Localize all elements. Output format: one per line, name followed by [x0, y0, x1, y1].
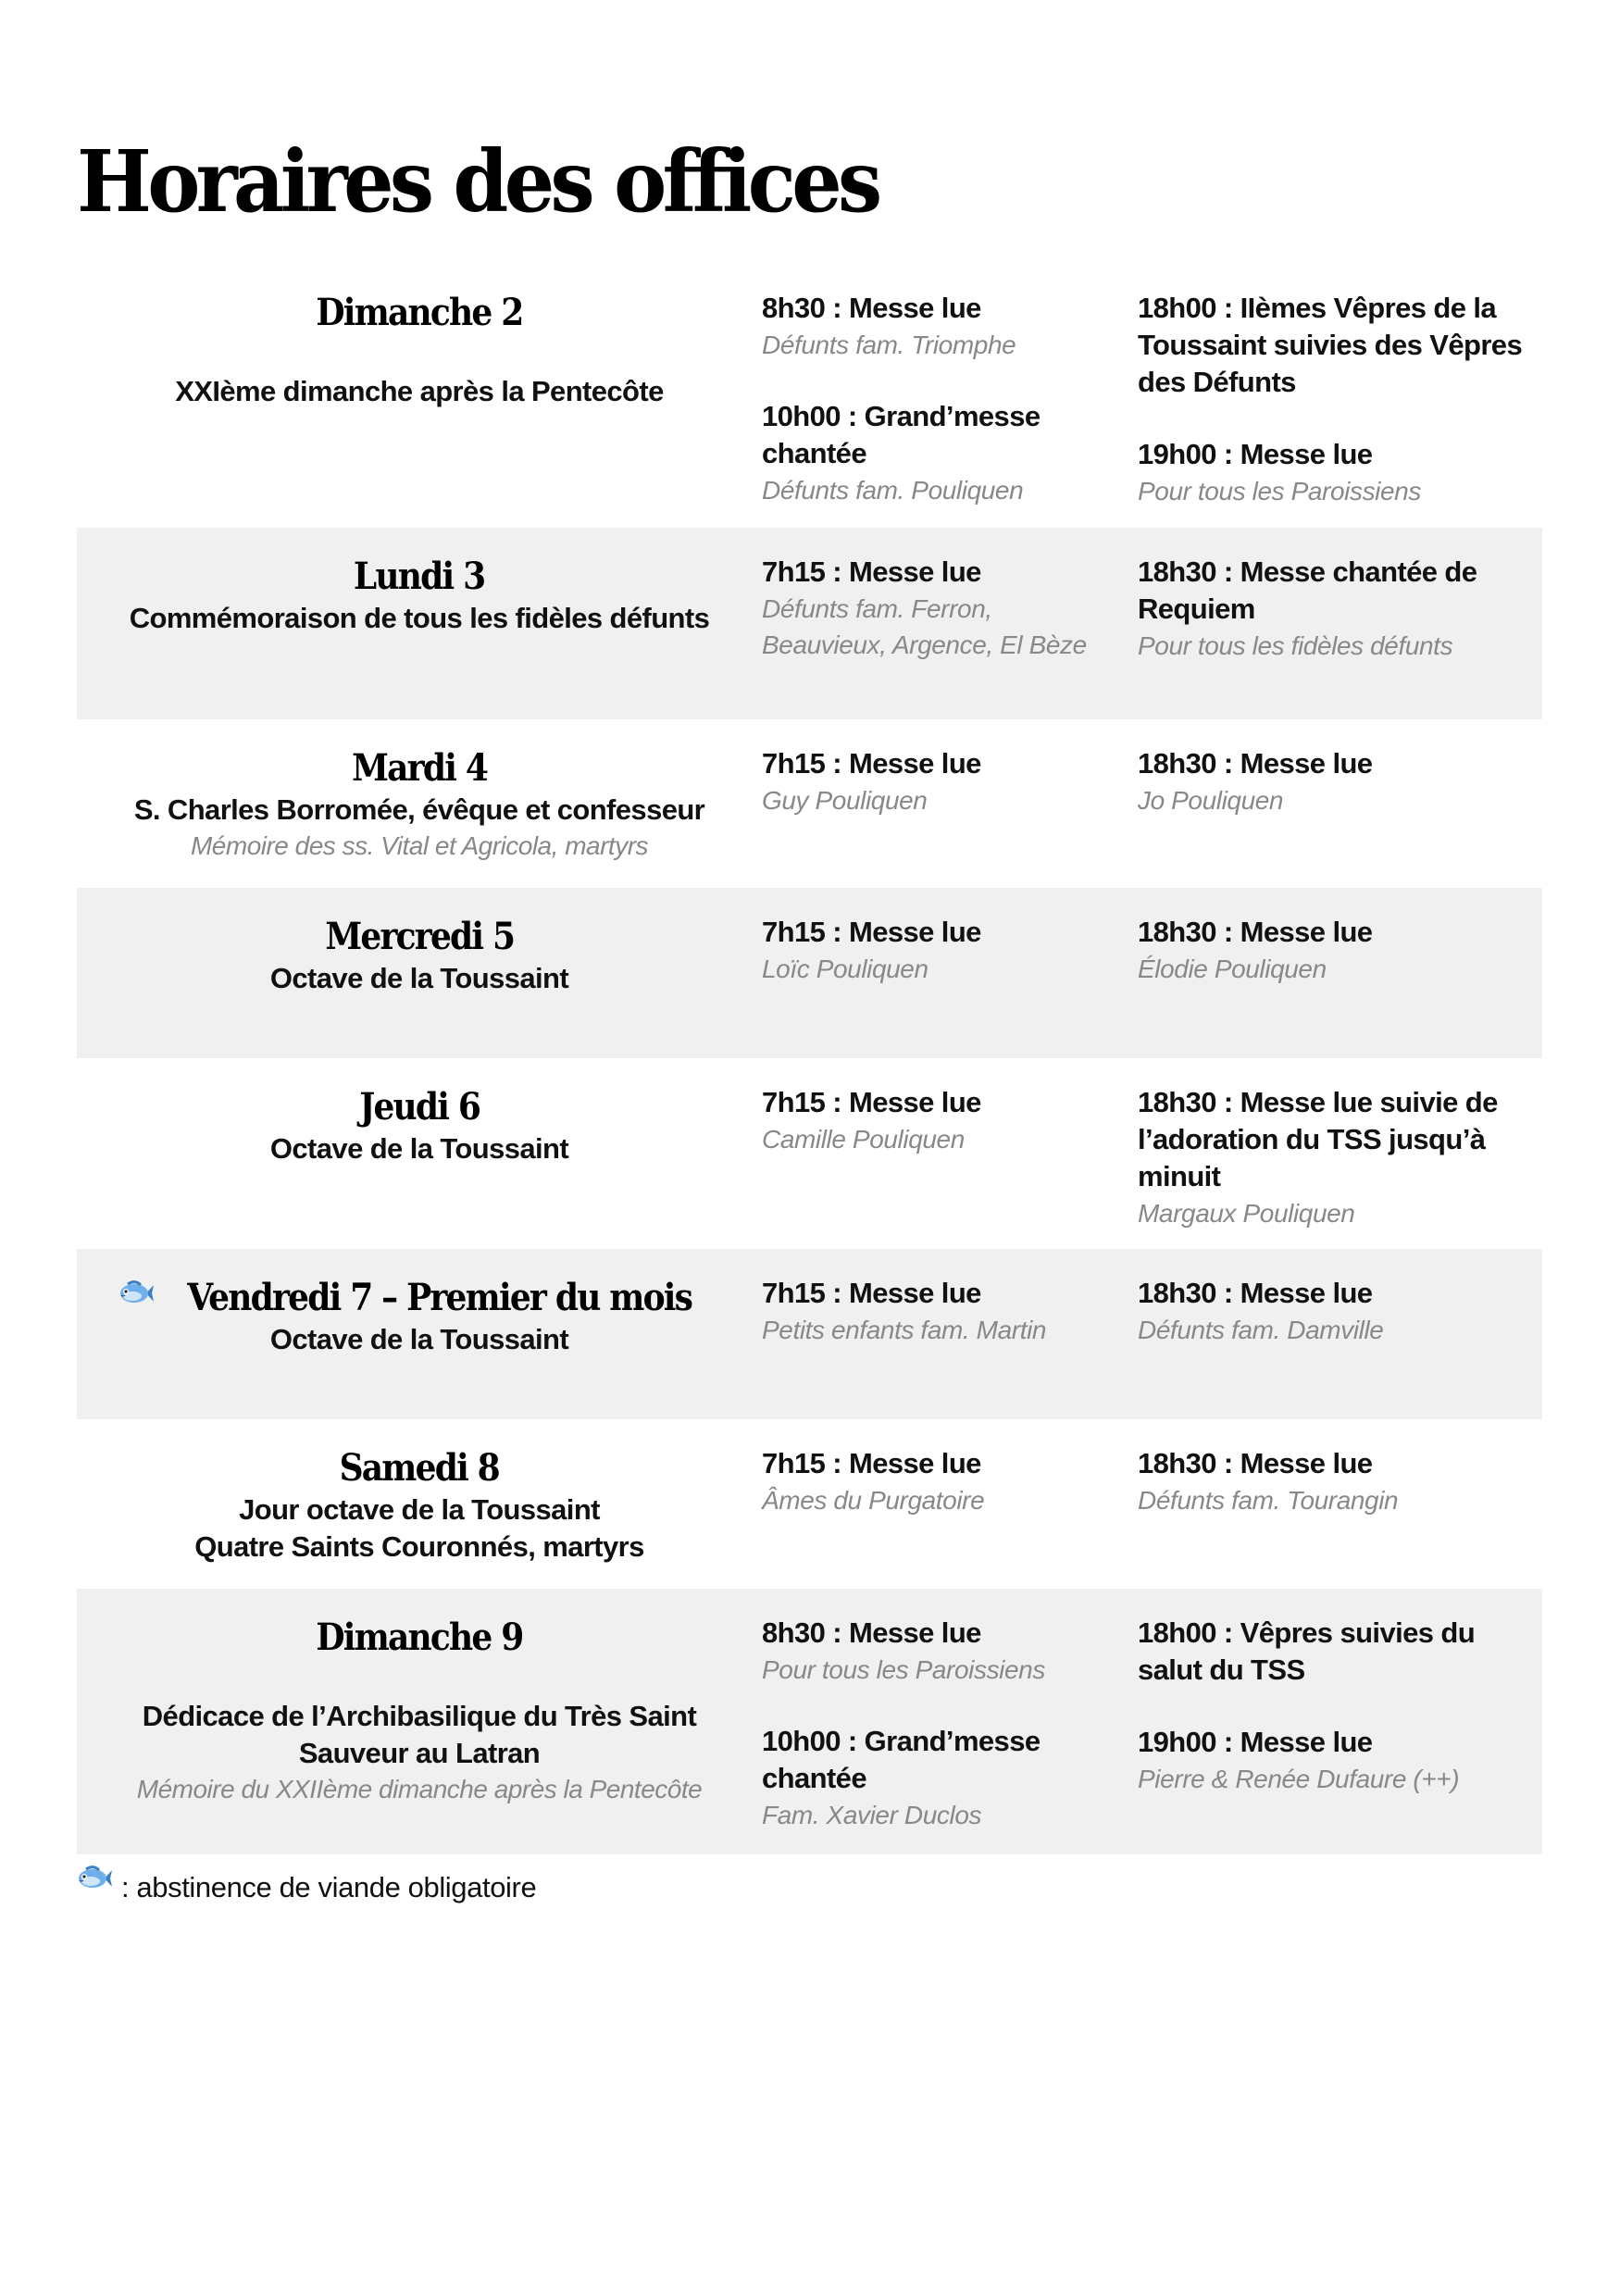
service-time-title: 18h30 : Messe lue	[1138, 916, 1373, 948]
service-entry	[762, 398, 1119, 508]
day-row	[77, 264, 1542, 528]
service-time-title: 10h00 : Grand’messe chantée	[762, 1725, 1041, 1794]
day-row	[77, 1419, 1542, 1589]
service-entry	[1138, 1724, 1524, 1797]
day-title: Lundi 3	[354, 555, 485, 598]
evening-services	[1138, 745, 1542, 866]
spacer	[86, 336, 753, 373]
service-time-title: 8h30 : Messe lue	[762, 1616, 981, 1649]
service-time-title: 7h15 : Messe lue	[762, 1447, 981, 1479]
day-title: Mardi 4	[352, 746, 487, 790]
mass-intention: Camille Pouliquen	[762, 1125, 965, 1154]
service-entry	[762, 1275, 1119, 1348]
day-row	[77, 888, 1542, 1058]
day-row	[77, 719, 1542, 888]
day-heading	[86, 745, 753, 792]
service-time-title: 7h15 : Messe lue	[762, 555, 981, 588]
service-time-title: 7h15 : Messe lue	[762, 1277, 981, 1309]
service-entry	[1138, 1275, 1524, 1348]
day-title: Dimanche 2	[316, 291, 523, 334]
day-heading	[86, 290, 753, 336]
day-cell	[77, 914, 762, 1036]
day-row	[77, 1058, 1542, 1249]
day-cell	[77, 290, 762, 509]
day-title: Jeudi 6	[359, 1085, 480, 1129]
mass-intention: Pour tous les Paroissiens	[762, 1655, 1045, 1684]
day-row	[77, 528, 1542, 719]
day-row	[77, 1589, 1542, 1854]
day-cell	[77, 1275, 762, 1397]
day-cell	[77, 1445, 762, 1566]
morning-services	[762, 914, 1138, 1036]
morning-services	[762, 290, 1138, 509]
mass-intention: Margaux Pouliquen	[1138, 1199, 1355, 1228]
service-time-title: 7h15 : Messe lue	[762, 916, 981, 948]
service-entry	[762, 1445, 1119, 1518]
service-time-title: 18h30 : Messe lue suivie de l’adoration du TSS jusqu’à minuit	[1138, 1086, 1498, 1192]
mass-intention: Pour tous les fidèles défunts	[1138, 631, 1453, 660]
fish-icon	[77, 1866, 112, 1891]
day-heading	[86, 554, 753, 600]
mass-intention: Pierre & Renée Dufaure (++)	[1138, 1765, 1460, 1793]
mass-intention: Jo Pouliquen	[1138, 786, 1284, 815]
legend	[77, 1866, 536, 1904]
mass-intention: Âmes du Purgatoire	[762, 1486, 985, 1515]
legend-text: : abstinence de viande obligatoire	[121, 1871, 537, 1903]
mass-intention: Défunts fam. Damville	[1138, 1316, 1384, 1344]
service-time-title: 18h00 : Vêpres suivies du salut du TSS	[1138, 1616, 1476, 1686]
service-time-title: 7h15 : Messe lue	[762, 1086, 981, 1118]
day-heading	[86, 1275, 753, 1321]
service-entry	[1138, 290, 1524, 401]
day-row	[77, 1249, 1542, 1419]
mass-intention: Pour tous les Paroissiens	[1138, 477, 1421, 505]
feast-label: Jour octave de la Toussaint	[239, 1493, 600, 1526]
mass-intention: Défunts fam. Tourangin	[1138, 1486, 1399, 1515]
feast-label: S. Charles Borromée, évêque et confesseur	[133, 793, 705, 826]
feast-label: Quatre Saints Couronnés, martyrs	[194, 1530, 644, 1563]
day-cell	[77, 1615, 762, 1833]
day-title: Dimanche 9	[316, 1616, 523, 1659]
morning-services	[762, 1084, 1138, 1231]
evening-services	[1138, 1445, 1542, 1566]
service-time-title: 10h00 : Grand’messe chantée	[762, 400, 1041, 469]
service-time-title: 19h00 : Messe lue	[1138, 1726, 1373, 1758]
service-entry	[762, 745, 1119, 818]
day-heading	[86, 1615, 753, 1661]
service-entry	[1138, 554, 1524, 664]
service-entry	[1138, 914, 1524, 987]
service-entry	[762, 914, 1119, 987]
service-entry	[762, 1723, 1119, 1833]
service-entry	[1138, 1445, 1524, 1518]
commemoration-note: Mémoire du XXIIème dimanche après la Pentecôte	[136, 1775, 703, 1803]
service-time-title: 7h15 : Messe lue	[762, 747, 981, 780]
service-time-title: 18h00 : IIèmes Vêpres de la Toussaint suivies des Vêpres des Défunts	[1138, 292, 1523, 398]
morning-services	[762, 745, 1138, 866]
service-entry	[762, 554, 1119, 663]
day-title: Vendredi 7 – Premier du mois	[187, 1276, 692, 1319]
mass-intention: Élodie Pouliquen	[1138, 955, 1327, 983]
mass-intention: Fam. Xavier Duclos	[762, 1801, 982, 1829]
day-heading	[86, 1445, 753, 1491]
day-title: Mercredi 5	[325, 915, 514, 958]
service-entry	[762, 290, 1119, 363]
day-heading	[86, 914, 753, 960]
service-entry	[762, 1084, 1119, 1157]
day-title: Samedi 8	[339, 1446, 500, 1490]
mass-intention: Défunts fam. Pouliquen	[762, 476, 1024, 505]
morning-services	[762, 1275, 1138, 1397]
service-entry	[1138, 745, 1524, 818]
service-time-title: 8h30 : Messe lue	[762, 292, 981, 324]
service-time-title: 18h30 : Messe lue	[1138, 747, 1373, 780]
service-entry	[1138, 1084, 1524, 1231]
evening-services	[1138, 554, 1542, 697]
fish-icon	[118, 1280, 154, 1306]
feast-label: Dédicace de l’Archibasilique du Très Saint Sauveur au Latran	[142, 1700, 697, 1769]
service-entry	[1138, 436, 1524, 509]
feast-label: Octave de la Toussaint	[269, 962, 569, 994]
feast-label: Commémoraison de tous les fidèles défunts	[129, 602, 710, 634]
service-time-title: 19h00 : Messe lue	[1138, 438, 1373, 470]
mass-intention: Guy Pouliquen	[762, 786, 928, 815]
commemoration-note: Mémoire des ss. Vital et Agricola, martyrs	[190, 831, 649, 860]
day-heading	[86, 1084, 753, 1130]
service-time-title: 18h30 : Messe chantée de Requiem	[1138, 555, 1477, 625]
service-entry	[1138, 1615, 1524, 1689]
evening-services	[1138, 1275, 1542, 1397]
day-cell	[77, 745, 762, 866]
service-time-title: 18h30 : Messe lue	[1138, 1277, 1373, 1309]
feast-label: Octave de la Toussaint	[269, 1323, 569, 1355]
morning-services	[762, 554, 1138, 697]
mass-intention: Défunts fam. Ferron, Beauvieux, Argence, El Bèze	[762, 594, 1087, 659]
evening-services	[1138, 290, 1542, 509]
mass-intention: Défunts fam. Triomphe	[762, 331, 1016, 359]
schedule-table	[77, 264, 1542, 1854]
evening-services	[1138, 914, 1542, 1036]
day-cell	[77, 1084, 762, 1231]
service-time-title: 18h30 : Messe lue	[1138, 1447, 1373, 1479]
day-cell	[77, 554, 762, 697]
page-title: Horaires des offices	[77, 131, 879, 231]
service-entry	[762, 1615, 1119, 1688]
evening-services	[1138, 1615, 1542, 1833]
feast-label: XXIème dimanche après la Pentecôte	[175, 375, 664, 407]
evening-services	[1138, 1084, 1542, 1231]
morning-services	[762, 1615, 1138, 1833]
mass-intention: Petits enfants fam. Martin	[762, 1316, 1047, 1344]
feast-label: Octave de la Toussaint	[269, 1132, 569, 1165]
mass-intention: Loïc Pouliquen	[762, 955, 928, 983]
spacer	[86, 1661, 753, 1698]
morning-services	[762, 1445, 1138, 1566]
